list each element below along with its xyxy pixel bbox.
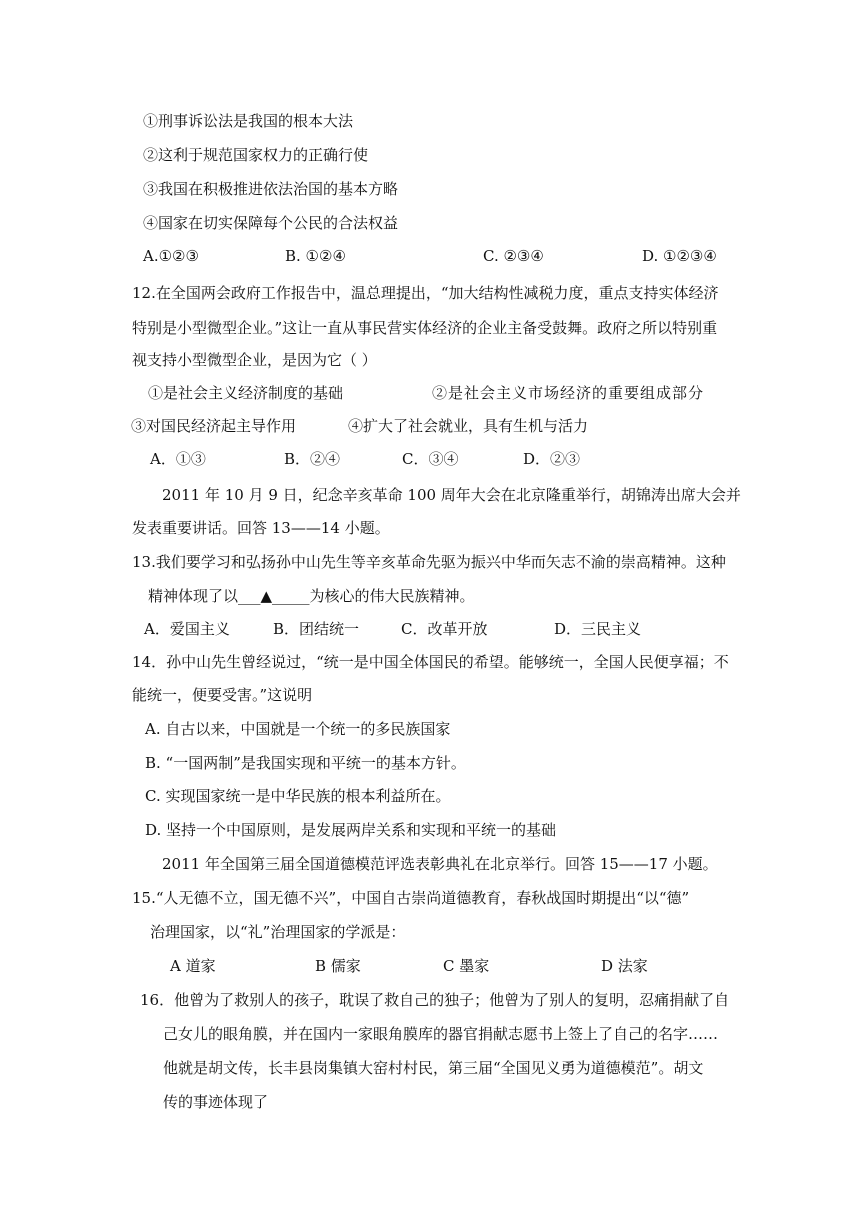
q12-item-4: ④扩大了社会就业，具有生机与活力 (348, 417, 589, 435)
q12-stem-line-2: 特别是小型微型企业。”这让一直从事民营实体经济的企业主备受鼓舞。政府之所以特别重 (132, 319, 718, 337)
q14-option-a: A. 自古以来，中国就是一个统一的多民族国家 (145, 720, 451, 738)
q13-stem-line-2: 精神体现了以___▲_____为核心的伟大民族精神。 (148, 587, 475, 605)
q11-item-2: ②这利于规范国家权力的正确行使 (143, 146, 369, 164)
q15-option-c: C 墨家 (443, 957, 490, 975)
intro-13-14-line-2: 发表重要讲话。回答 13——14 小题。 (132, 519, 390, 537)
q13-stem-line-1: 13.我们要学习和弘扬孙中山先生等辛亥革命先驱为振兴中华而矢志不渝的崇高精神。这种 (132, 553, 726, 571)
q11-item-4: ④国家在切实保障每个公民的合法权益 (143, 214, 399, 232)
q16-stem-line-4: 传的事迹体现了 (163, 1093, 269, 1111)
q12-item-3: ③对国民经济起主导作用 (131, 417, 297, 435)
q15-option-b: B 儒家 (315, 957, 361, 975)
q12-option-a: A．①③ (150, 450, 206, 468)
q11-item-1: ①刑事诉讼法是我国的根本大法 (143, 112, 354, 130)
q11-option-c: C. ②③④ (483, 247, 544, 265)
q14-option-c: C. 实现国家统一是中华民族的根本利益所在。 (145, 787, 451, 805)
q11-option-a: A.①②③ (143, 247, 199, 265)
q12-item-2: ②是社会主义市场经济的重要组成部分 (432, 384, 705, 402)
q15-option-d: D 法家 (601, 957, 648, 975)
q14-stem-line-2: 能统一，便要受害。”这说明 (132, 686, 313, 704)
q12-item-1: ①是社会主义经济制度的基础 (148, 384, 344, 402)
q12-option-c: C．③④ (402, 450, 459, 468)
q16-stem-line-2: 己女儿的眼角膜，并在国内一家眼角膜库的器官捐献志愿书上签上了自己的名字…… (163, 1025, 719, 1043)
q14-stem-line-1: 14．孙中山先生曾经说过，“统一是中国全体国民的希望。能够统一，全国人民便享福；不 (132, 653, 729, 671)
q16-stem-line-1: 16．他曾为了救别人的孩子，耽误了救自己的独子；他曾为了别人的复明，忍痛捐献了自 (140, 991, 730, 1009)
intro-13-14-line-1: 2011 年 10 月 9 日，纪念辛亥革命 100 周年大会在北京隆重举行，胡锦涛出席大会并 (162, 486, 741, 504)
q12-option-d: D．②③ (523, 450, 581, 468)
q12-stem-line-1: 12.在全国两会政府工作报告中，温总理提出，“加大结构性减税力度，重点支持实体经济 (132, 284, 719, 302)
q11-option-b: B. ①②④ (285, 247, 346, 265)
q13-option-c: C．改革开放 (401, 620, 488, 638)
q14-option-d: D. 坚持一个中国原则，是发展两岸关系和实现和平统一的基础 (145, 821, 557, 839)
q13-option-b: B．团结统一 (273, 620, 360, 638)
q12-stem-line-3: 视支持小型微型企业，是因为它（ ） (132, 351, 377, 369)
intro-15-17: 2011 年全国第三届全国道德模范评选表彰典礼在北京举行。回答 15——17 小题。 (162, 855, 718, 873)
q15-stem-line-1: 15.“人无德不立，国无德不兴”，中国自古崇尚道德教育，春秋战国时期提出“以“德” (132, 889, 690, 907)
q14-option-b: B. “一国两制”是我国实现和平统一的基本方针。 (145, 754, 466, 772)
q15-stem-line-2: 治理国家，以“礼”治理国家的学派是： (150, 923, 406, 941)
q13-option-d: D．三民主义 (554, 620, 642, 638)
q16-stem-line-3: 他就是胡文传，长丰县岗集镇大窑村村民，第三届“全国见义勇为道德模范”。胡文 (163, 1059, 704, 1077)
q11-option-d: D. ①②③④ (642, 247, 717, 265)
q15-option-a: A 道家 (170, 957, 216, 975)
q13-option-a: A．爱国主义 (144, 620, 230, 638)
q11-item-3: ③我国在积极推进依法治国的基本方略 (143, 180, 399, 198)
q12-option-b: B．②④ (284, 450, 341, 468)
